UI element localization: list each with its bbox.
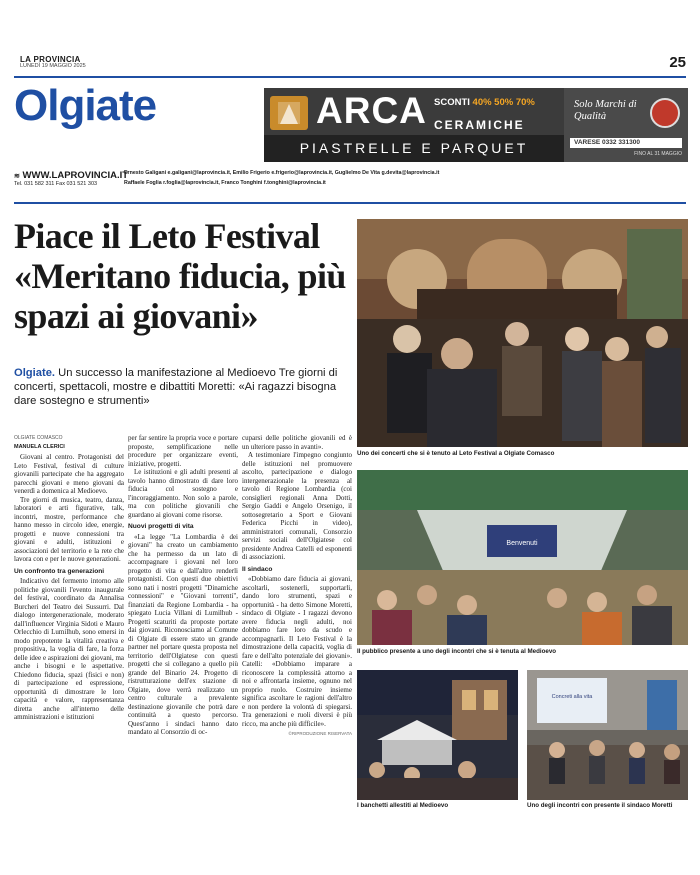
paragraph: Giovani al centro. Protagonisti del Leto Festival, festival di culture giovanili partecipate che ha aggregato parecchi giovani e meno giovani da venerdì a domenica al Medioevo. [14,453,124,495]
website-label: WWW.LAPROVINCIA.IT [22,170,129,181]
publication-name: LA PROVINCIA [20,55,81,64]
byline-place: OLGIATE COMASCO [14,435,63,441]
subheading: Il sindaco [242,565,273,573]
page-number: 25 [669,54,686,71]
photo-audience[interactable] [357,470,688,645]
ad-right-panel [564,88,688,162]
paragraph: per far sentire la propria voce e portare proposte, semplificazione nelle procedure per organizzare eventi, iniziative, progetti. [128,434,238,468]
meeting-image [527,670,688,800]
hall-sign-text: Benvenuti [506,540,538,547]
article-column-3 [242,434,352,739]
photo-concert[interactable] [357,219,688,447]
subheading: Un confronto tra generazioni [14,567,105,575]
caption-audience: Il pubblico presente a uno degli incontri che si è tenuta al Medioevo [357,648,557,655]
section-title: Olgiate [14,81,157,130]
byline-author: MANUELA CLERICI [14,443,65,450]
ad-valid-until: FINO AL 31 MAGGIO [634,151,682,157]
photo-stalls[interactable] [357,670,518,800]
ad-ceramiche: CERAMICHE [434,118,525,132]
article-kicker [14,366,350,408]
slide-text: Concreti alla vita [551,694,593,700]
paragraph: A testimoniare l'impegno congiunto delle istituzioni nel promuovere ascolto, partecipazione e dialogo intergenerazionale la presenza al tavolo di Regione Lombardia (coi consiglieri regionali Anna Dotti, Sergio Gaddi e Angelo Orsenigo, il sottosegretario a Sport e Giovani Federica Picchi in video), amministratori comunali, Consorzio servizi sociali dell'Olgiatese col presidente Andrea Catelli ed esponenti di associazioni. [242,451,352,561]
arca-advertisement[interactable] [264,88,688,162]
caption-stalls: I banchetti allestiti al Medioevo [357,802,449,809]
ad-sconti-label: SCONTI [434,97,470,108]
kicker-text: Un successo la manifestazione al Medioevo Tre giorni di concerti, spettacoli, mostre e dibattiti Moretti: «Ai ragazzi bisogna dare sostegno e strumenti» [14,367,338,407]
kicker-place: Olgiate. [14,367,56,379]
photo-mayor-meeting[interactable] [527,670,688,800]
contacts-line-1: Ernesto Galigani e.galigani@laprovincia.it, Emilio Frigerio e.frigerio@laprovincia.it, Guglielmo De Vita g.devita@laprovincia.it [124,170,440,176]
ad-brand: ARCA [316,90,427,131]
ad-solo-marchi: Solo Marchi di Qualità [574,99,637,123]
ad-discounts [434,97,535,108]
article-headline: Piace il Leto Festival «Meritano fiducia, più spazi ai giovani» [14,216,346,336]
stalls-image [357,670,518,800]
section-rule [14,202,686,204]
paragraph: cuparsi delle politiche giovanili ed è un ulteriore passo in avanti». [242,434,352,451]
paragraph: Le istituzioni e gli adulti presenti al tavolo hanno dimostrato di dare loro fiducia col sostegno e l'incoraggiamento. Non solo a parole, ma con politiche giovanili che guardano ai giovani come risorse. [128,468,238,519]
article-column-1 [14,434,124,722]
ad-phone: VARESE 0332 331300 [570,138,682,148]
copyright-notice: ©RIPRODUZIONE RISERVATA [288,731,352,736]
editorial-contacts [124,168,644,188]
caption-mayor-meeting: Uno degli incontri con presente il sindaco Moretti [527,802,673,809]
website-icon: ≋ [14,173,20,180]
phone-fax: Tel. 031 582 311 Fax 031 521 303 [14,181,98,187]
concert-image [357,219,688,447]
issue-date: LUNEDÌ 19 MAGGIO 2025 [20,63,86,69]
audience-image [357,470,688,645]
top-rule [14,76,686,78]
caption-concert: Uno dei concerti che si è tenuto al Leto Festival a Olgiate Comasco [357,450,555,457]
arca-logo-icon [270,96,308,130]
contacts-line-2: Raffaele Foglia r.foglia@laprovincia.it, Franco Tonghini f.tonghini@laprovincia.it [124,180,326,186]
quality-seal-icon [650,98,680,128]
paragraph: «La legge "La Lombardia è dei giovani" ha creato un cambiamento che ha permesso da un lato di accompagnare i giovani nel loro progetto di vita e dall'altro renderli protagonisti. Con questi due obiettivi sono nati i nostri progetti "Dinamiche connessioni" e "Giovani torrenti", finanziati da Regione Lombardia - ha spiegato Lucia Villani di Lumilhub - Progetti scaturiti da proposte portate dai giovani. Riconosciamo al Comune di Olgiate di essere stato un grande partner nel portare questa proposta nel territorio dell'Olgiatese con questi progetti che si collegano a quello più grande del Binario 24. Progetto di ristrutturazione dell'ex stazione di Olgiate, dove verrà realizzato un centro culturale a prevalente destinazione giovanile che potrà dare continuità a questo percorso. Quest'anno i sindaci hanno dato mandato al Consorzio di oc- [128,532,238,736]
ad-sconti-values: 40% 50% 70% [472,97,535,108]
subheading: Nuovi progetti di vita [128,523,194,530]
paragraph: Indicativo del fermento intorno alle politiche giovanili l'evento inaugurale del festival, coordinato da Annalisa Burcheri del Teatro dei Sussurri. Dal dialogo intergenerazionale, moderato dall'influencer Virginia Sidoti e Mauro Orlecchio di Lumilhub, sono emersi in modo prepotente la vitalità creativa e propositiva, la voglia di fare, la forza delle idee e aspirazioni dei giovani, ma anche i bisogni e le aspettative. Chiedono fiducia, spazi (fisici e non) di partecipazione ed espressione, opportunità di dimostrare le loro capacità e valore, rappresentanza diretta anche all'interno delle amministrazioni e istituzioni [14,577,124,721]
paragraph: «Dobbiamo dare fiducia ai giovani, ascoltarli, sostenerli, supportarli, dando loro strumenti, spazi e opportunità - ha detto Simone Moretti, sindaco di Olgiate - I ragazzi devono avere fiducia negli adulti, noi dobbiamo fare loro da scudo e accompagnarli. Il Leto Festival è la dimostrazione della capacità, voglia di fare e dell'alto potenziale dei giovani». Catelli: «Dobbiamo imparare a riconoscere la complessità attorno a noi e affrontarla insieme, ognuno nel proprio ruolo. Costruire insieme significa ascoltare le ragioni dell'altro e non perdere la volontà di spiegarsi. Tra generazioni e ruoli diversi è più ricco, ma anche più difficile». [242,575,352,728]
paragraph: Tre giorni di musica, teatro, danza, laboratori e arti figurative, talk, incontri, mostre, performance che hanno messo in circolo idee, energie, progetti e nuove connessioni tra giovani e adulti, istituzioni e associazioni del territorio e la rete che lavora con e per le nuove generazioni. [14,495,124,563]
website-link[interactable] [14,170,128,181]
ad-strip: PIASTRELLE E PARQUET [264,135,564,162]
article-column-2 [128,434,238,737]
